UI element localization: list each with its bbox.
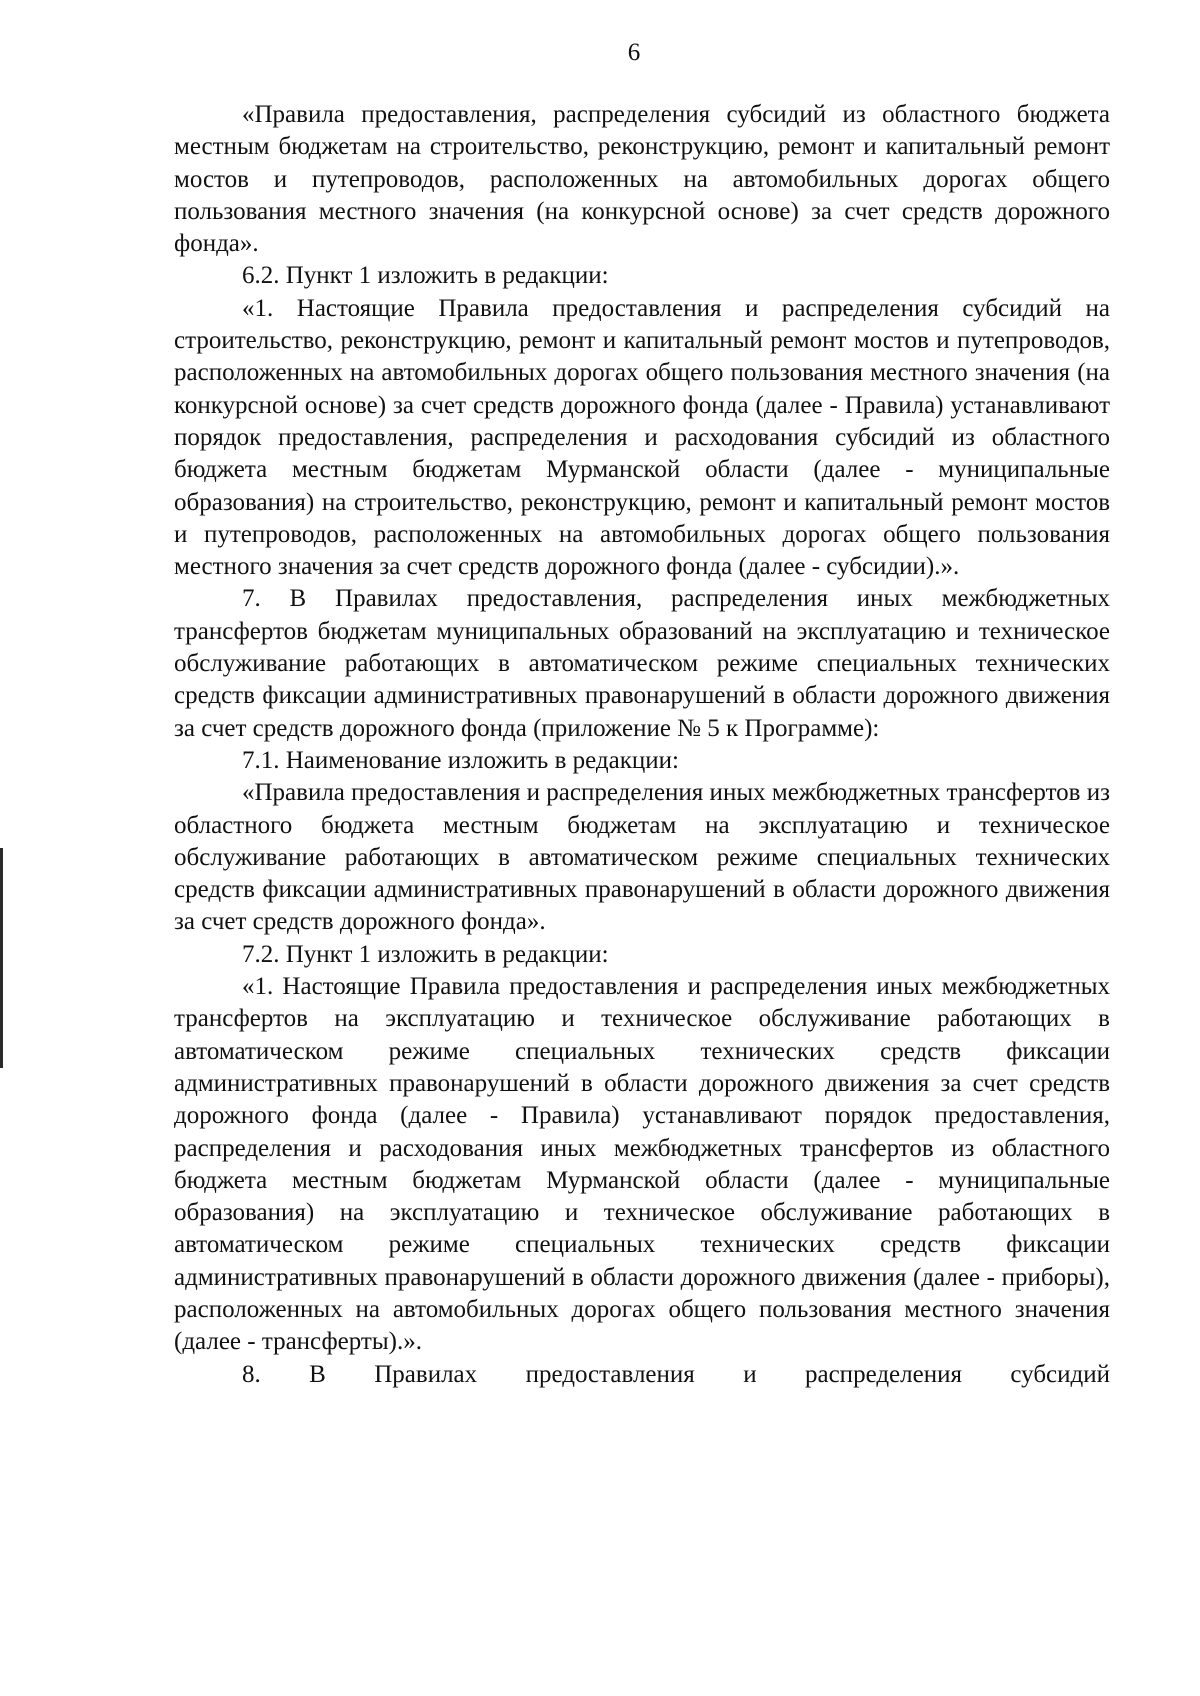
paragraph-item-7: 7. В Правилах предоставления, распределения иных межбюджетных трансфертов бюджетам муниципальных образований на эксплуатацию и техническое обслуживание работающих в автоматическом режиме специальных технических средств фиксации административных правонарушений в области дорожного движения за счет средств дорожного фонда (приложение № 5 к Программе): <box>174 585 1110 742</box>
paragraph-quoted-title-7-1: «Правила предоставления и распределения иных межбюджетных трансфертов из областного бюджета местным бюджетам на эксплуатацию и техническое обслуживание работающих в автоматическом режиме специальных технических средств фиксации административных правонарушений в области дорожного движения за счет средств дорожного фонда». <box>174 779 1110 936</box>
paragraph-item-8: 8. В Правилах предоставления и распределения субсидий <box>242 1360 1110 1388</box>
paragraph-item-7-2: 7.2. Пункт 1 изложить в редакции: <box>242 940 609 968</box>
page-number: 6 <box>627 39 641 66</box>
paragraph-quoted-clause-6-2: «1. Настоящие Правила предоставления и распределения субсидий на строительство, реконструкцию, ремонт и капитальный ремонт мостов и путепроводов, расположенных на автомобильных дорогах общего пользования местного значения (на конкурсной основе) за счет средств дорожного фонда (далее - Правила) устанавливают порядок предоставления, распределения и расходования субсидий из областного бюджета местным бюджетам Мурманской области (далее - муниципальные образования) на строительство, реконструкцию, ремонт и капитальный ремонт мостов и путепроводов, расположенных на автомобильных дорогах общего пользования местного значения за счет средств дорожного фонда (далее - субсидии).». <box>174 294 1110 581</box>
document-body <box>174 99 1110 1391</box>
paragraph-item-7-1: 7.1. Наименование изложить в редакции: <box>242 746 679 774</box>
scan-edge-mark <box>0 848 3 1068</box>
paragraph-quoted-clause-7-2: «1. Настоящие Правила предоставления и распределения иных межбюджетных трансфертов на эксплуатацию и техническое обслуживание работающих в автоматическом режиме специальных технических средств фиксации административных правонарушений в области дорожного движения за счет средств дорожного фонда (далее - Правила) устанавливают порядок предоставления, распределения и расходования иных межбюджетных трансфертов из областного бюджета местным бюджетам Мурманской области (далее - муниципальные образования) на эксплуатацию и техническое обслуживание работающих в автоматическом режиме специальных технических средств фиксации административных правонарушений в области дорожного движения (далее - приборы), расположенных на автомобильных дорогах общего пользования местного значения (далее - трансферты).». <box>174 973 1110 1356</box>
paragraph-item-6-2: 6.2. Пункт 1 изложить в редакции: <box>242 262 609 290</box>
paragraph-quoted-title-6-1: «Правила предоставления, распределения субсидий из областного бюджета местным бюджетам на строительство, реконструкцию, ремонт и капитальный ремонт мостов и путепроводов, расположенных на автомобильных дорогах общего пользования местного значения (на конкурсной основе) за счет средств дорожного фонда». <box>174 101 1110 258</box>
